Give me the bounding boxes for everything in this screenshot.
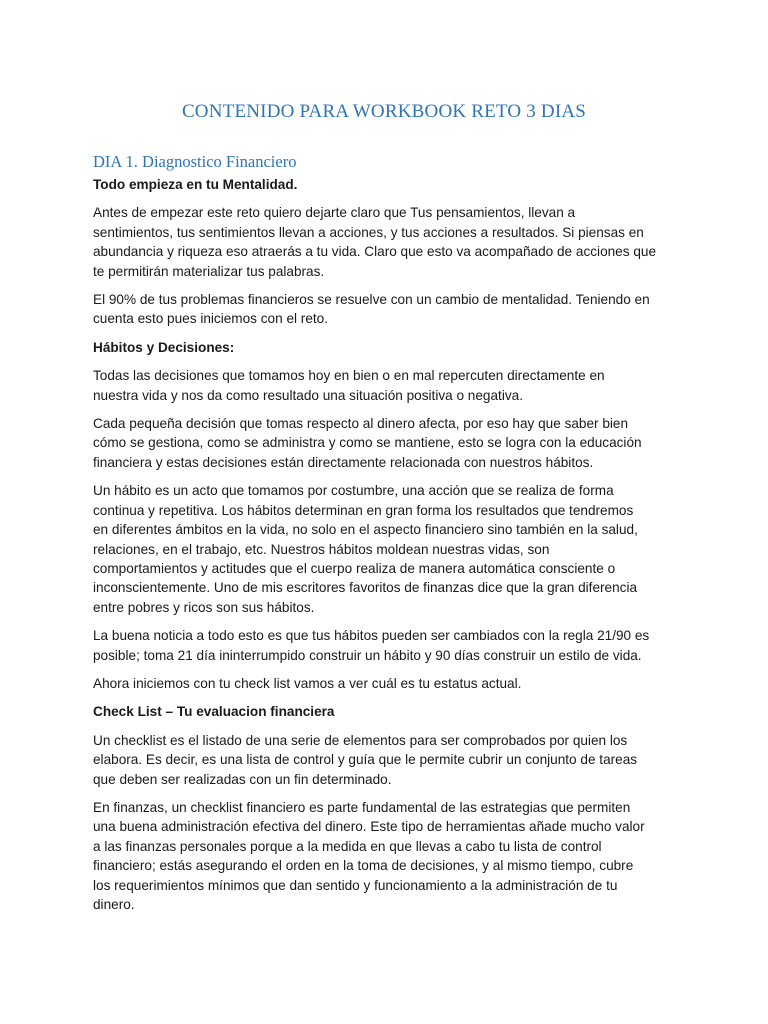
paragraph-line: financiera y estas decisiones están directamente relacionada con nuestros hábitos.	[93, 454, 594, 470]
paragraph-line: Un hábito es un acto que tomamos por costumbre, una acción que se realiza de forma	[93, 483, 614, 499]
body-paragraph	[93, 414, 683, 472]
paragraph-line: posible; toma 21 día ininterrumpido construir un hábito y 90 días construir un estilo de vida.	[93, 647, 642, 663]
document-title: CONTENIDO PARA WORKBOOK RETO 3 DIAS	[181, 101, 587, 122]
paragraph-line: sentimientos, tus sentimientos llevan a acciones, y tus acciones a resultados. Si piensas en	[93, 224, 644, 240]
paragraph-line: abundancia y riqueza eso atraerás a tu vida. Claro que esto va acompañado de acciones que	[93, 244, 656, 260]
section-subheading	[93, 175, 683, 194]
paragraph-line: Check List – Tu evaluacion financiera	[93, 704, 335, 720]
body-paragraph	[93, 798, 683, 914]
paragraph-line: Antes de empezar este reto quiero dejarte claro que Tus pensamientos, llevan a	[93, 205, 576, 221]
body-paragraph	[93, 203, 683, 281]
paragraph-line: nuestra vida y nos da como resultado una situación positiva o negativa.	[93, 387, 523, 403]
paragraph-line: relaciones, en el trabajo, etc. Nuestros hábitos moldean nuestras vidas, son	[93, 541, 550, 557]
paragraph-line: Todo empieza en tu Mentalidad.	[93, 177, 298, 192]
paragraph-line: En finanzas, un checklist financiero es parte fundamental de las estrategias que permiten	[93, 799, 631, 815]
paragraph-line: que deben ser realizadas con un fin determinado.	[93, 771, 392, 787]
paragraph-line: inconscientemente. Uno de mis escritores favoritos de finanzas dice que la gran diferencia	[93, 580, 638, 596]
paragraph-line: Hábitos y Decisiones:	[93, 339, 235, 355]
paragraph-line: te permitirán materializar tus palabras.	[93, 263, 325, 279]
document-body	[93, 175, 683, 923]
paragraph-line: elabora. Es decir, es una lista de control y guía que le permite cubrir un conjunto de tareas	[93, 752, 638, 768]
paragraph-line: El 90% de tus problemas financieros se resuelve con un cambio de mentalidad. Teniendo en	[93, 292, 650, 308]
paragraph-line: dinero.	[93, 897, 135, 912]
paragraph-line: entre pobres y ricos son sus hábitos.	[93, 599, 315, 615]
paragraph-line: Cada pequeña decisión que tomas respecto al dinero afecta, por eso hay que saber bien	[93, 416, 629, 432]
paragraph-line: a las finanzas personales porque a la medida en que llevas a cabo tu lista de control	[93, 838, 602, 854]
paragraph-line: Ahora iniciemos con tu check list vamos a ver cuál es tu estatus actual.	[93, 675, 522, 691]
paragraph-line: cómo se gestiona, como se administra y como se mantiene, esto se logra con la educación	[93, 435, 642, 451]
body-paragraph	[93, 290, 683, 329]
paragraph-line: los requerimientos mínimos que dan sentido y funcionamiento a la administración de tu	[93, 877, 618, 893]
paragraph-line: una buena administración efectiva del dinero. Este tipo de herramientas añade mucho valor	[93, 819, 645, 835]
paragraph-line: Un checklist es el listado de una serie de elementos para ser comprobados por quien los	[93, 732, 628, 748]
body-paragraph	[93, 481, 683, 617]
paragraph-line: cuenta esto pues iniciemos con el reto.	[93, 311, 329, 327]
body-paragraph	[93, 674, 683, 693]
body-paragraph	[93, 626, 683, 665]
paragraph-line: comportamientos y actitudes que el cuerpo realiza de manera automática consciente o	[93, 560, 616, 576]
section-subheading	[93, 338, 683, 357]
paragraph-line: continua y repetitiva. Los hábitos determinan en gran forma los resultados que tendremos	[93, 502, 634, 518]
paragraph-line: La buena noticia a todo esto es que tus hábitos pueden ser cambiados con la regla 21/90 es	[93, 628, 650, 644]
section-subheading	[93, 702, 683, 721]
paragraph-line: financiero; estás asegurando el orden en la toma de decisiones, y al mismo tiempo, cubre	[93, 858, 634, 874]
section-heading: DIA 1. Diagnostico Financiero	[93, 152, 297, 171]
body-paragraph	[93, 366, 683, 405]
paragraph-line: Todas las decisiones que tomamos hoy en bien o en mal repercuten directamente en	[93, 368, 605, 384]
body-paragraph	[93, 731, 683, 789]
paragraph-line: en diferentes ámbitos en la vida, no solo en el aspecto financiero sino también en la salud,	[93, 522, 638, 538]
